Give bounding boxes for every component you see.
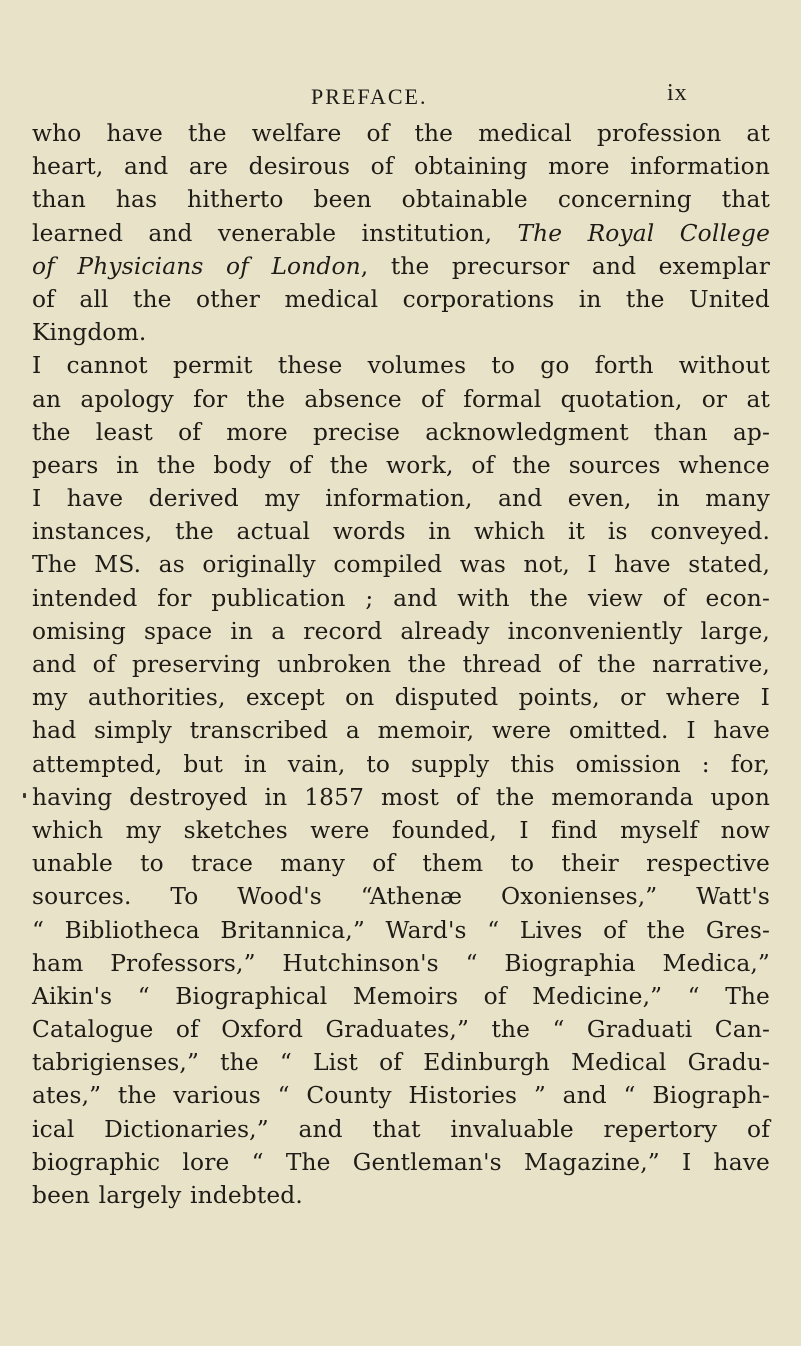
text-line: my authorities, except on disputed points, or where I — [32, 684, 770, 712]
text-line: “ Bibliotheca Britannica,” Ward's “ Lives of the Gres- — [32, 916, 770, 944]
text-line: biographic lore “ The Gentleman's Magazine,” I have — [32, 1148, 770, 1176]
text-line: than has hitherto been obtainable concerning that — [32, 186, 770, 214]
text-line: unable to trace many of them to their respective — [32, 850, 770, 878]
text-line: ical Dictionaries,” and that invaluable repertory of — [32, 1115, 770, 1143]
text-line: tabrigienses,” the “ List of Edinburgh Medical Gradu- — [32, 1049, 770, 1077]
italic-title: The Royal College — [517, 219, 770, 247]
text-line: had simply transcribed a memoir, were omitted. I have — [32, 717, 770, 745]
text-line: of all the other medical corporations in the United — [32, 285, 770, 313]
text-line: Aikin's “ Biographical Memoirs of Medicine,” “ The — [32, 982, 770, 1010]
text-line — [32, 217, 770, 250]
text-line: sources. To Wood's “Athenæ Oxonienses,” Watt's — [32, 883, 770, 911]
text-line: Kingdom. — [32, 319, 147, 347]
text-line: Catalogue of Oxford Graduates,” the “ Graduati Can- — [32, 1016, 770, 1044]
text-line: ham Professors,” Hutchinson's “ Biographia Medica,” — [32, 949, 770, 977]
text-line: heart, and are desirous of obtaining more information — [32, 153, 770, 181]
text-line: an apology for the absence of formal quotation, or at — [32, 385, 770, 413]
text-line: The MS. as originally compiled was not, I have stated, — [32, 551, 770, 579]
text-span: , the precursor and exemplar — [360, 252, 770, 280]
running-head — [0, 82, 801, 112]
text-line: instances, the actual words in which it is conveyed. — [32, 518, 770, 546]
text-line: I cannot permit these volumes to go forth without — [32, 352, 770, 380]
text-line: been largely indebted. — [32, 1182, 303, 1209]
text-line: omising space in a record already inconveniently large, — [32, 617, 770, 645]
text-line: pears in the body of the work, of the sources whence — [32, 451, 770, 479]
text-line: I have derived my information, and even, in many — [32, 485, 770, 513]
text-line: and of preserving unbroken the thread of the narrative, — [32, 651, 770, 678]
italic-title: of Physicians — [32, 252, 204, 280]
text-line: intended for publication ; and with the view of econ- — [32, 584, 770, 612]
text-line — [32, 781, 770, 814]
running-title: PREFACE. — [311, 84, 428, 109]
text-line — [32, 250, 770, 283]
text-span: having destroyed in 1857 most of the memoranda upon — [32, 783, 770, 811]
stray-mark — [23, 793, 26, 798]
text-line: the least of more precise acknowledgment than ap- — [32, 418, 770, 446]
page-number: ix — [667, 80, 688, 106]
italic-place: of London — [226, 252, 361, 280]
text-span: learned and venerable institution, — [32, 219, 518, 247]
text-line: who have the welfare of the medical profession at — [32, 120, 770, 147]
text-line: ates,” the various “ County Histories ” and “ Biograph- — [32, 1082, 770, 1110]
text-line: attempted, but in vain, to supply this omission : for, — [32, 750, 770, 778]
text-line: which my sketches were founded, I find myself now — [32, 816, 770, 844]
body-text — [32, 117, 770, 1212]
